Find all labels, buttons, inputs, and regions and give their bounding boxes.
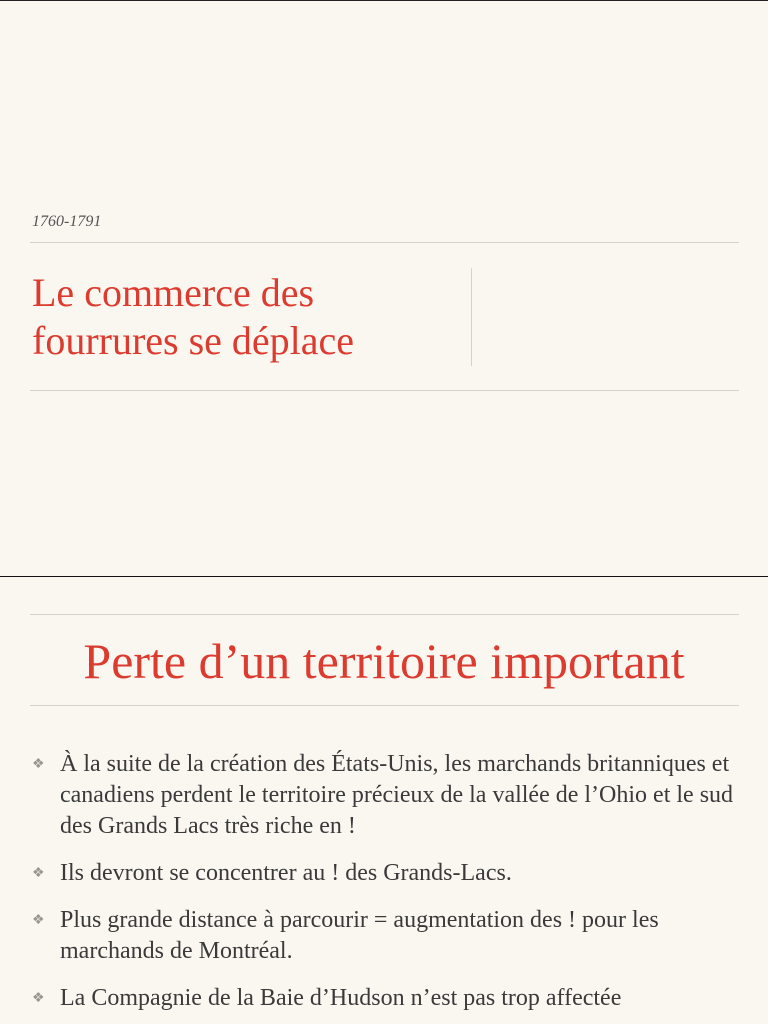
date-range: 1760-1791 [32, 213, 102, 230]
heading-bottom-rule [30, 705, 739, 706]
list-item [32, 905, 742, 967]
content-slide [0, 577, 768, 1024]
list-item [32, 983, 742, 1014]
bullet-text: Plus grande distance à parcourir = augmentation des ! pour les marchands de Montréal. [60, 907, 659, 964]
bullet-list [32, 749, 742, 1024]
diamond-bullet-icon: ❖ [32, 913, 45, 928]
vertical-rule [471, 268, 472, 366]
slide-title: Le commerce des fourrures se déplace [32, 270, 355, 363]
bullet-text: La Compagnie de la Baie d’Hudson n’est pas trop affectée [60, 985, 622, 1011]
heading-top-rule [30, 614, 739, 615]
bullet-text: À la suite de la création des États-Unis, les marchands britanniques et canadiens perdent le territoire précieux de la vallée de l’Ohio et le sud des Grands Lacs très riche en ! [60, 751, 734, 839]
diamond-bullet-icon: ❖ [32, 991, 45, 1006]
bottom-rule [30, 390, 739, 391]
list-item [32, 749, 742, 842]
list-item [32, 858, 742, 889]
diamond-bullet-icon: ❖ [32, 866, 45, 881]
diamond-bullet-icon: ❖ [32, 757, 45, 772]
bullet-text: Ils devront se concentrer au ! des Grands-Lacs. [60, 860, 512, 886]
slide-heading: Perte d’un territoire important [83, 633, 685, 689]
top-rule [30, 242, 739, 243]
